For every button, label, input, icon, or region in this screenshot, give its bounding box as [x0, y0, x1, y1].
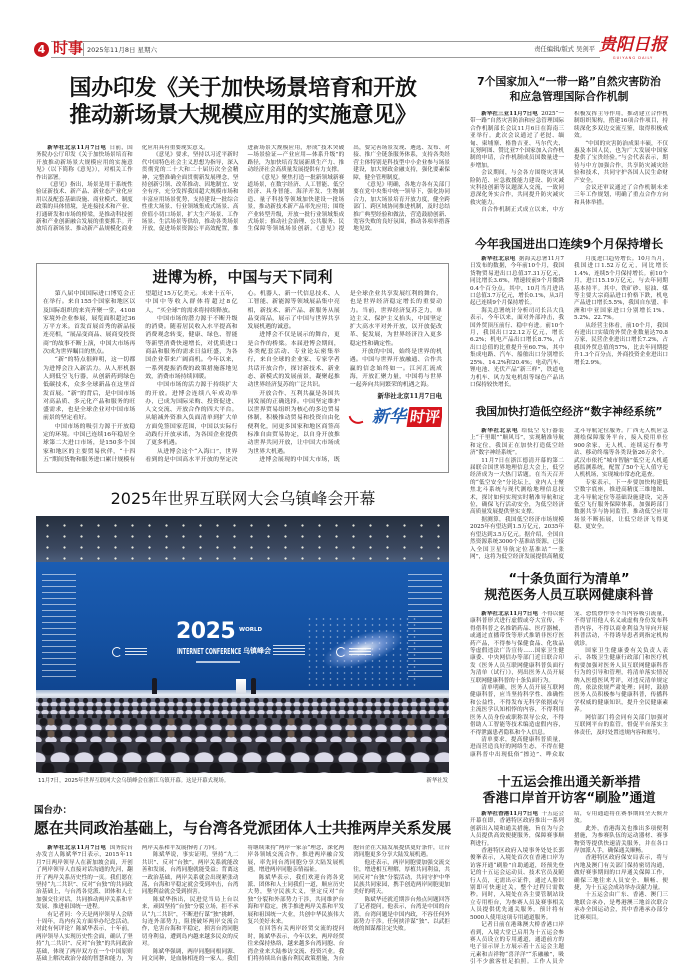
issue-date: 2025年11月8日 星期六: [87, 46, 158, 54]
masthead-logo-en: GUIYANG DAILY: [612, 56, 654, 60]
paragraph-text: 据海关总署11月7日发布的数据，今年前10个月，我国货物贸易进出口总值37.31万亿元，同比增长3.6%，增速较前9个月微降0.4个百分点。其中，10月当月进出口总值3.7万亿元，增长0.1%，从3月起已连续9个月保持增长。: [470, 256, 564, 307]
photo-speaker-figure: [152, 678, 157, 694]
photo-emblem-text-lines: [349, 648, 371, 656]
taiwan-article-headline: 愿在共同政治基础上，与台湾各党派团体人士共推两岸关系发展: [34, 819, 452, 837]
swoosh-icon: [348, 412, 363, 426]
photo-audience-back-rows: [36, 698, 449, 718]
photo-audience-front-rows: [36, 742, 449, 773]
headline-line: 今年我国进出口连续9个月保持增长: [474, 237, 664, 251]
dateline: 新华社香港11月7日电: [481, 811, 539, 817]
paragraph: [470, 428, 564, 458]
paragraph: 此外，香港海关也推出多项便利措施，为参赛队伍的运动器材、赛事物资等提供快速清关服务，并在各口岸加派人手，确保通关顺畅。: [574, 825, 668, 855]
sidebar-article-3-body: [470, 428, 668, 565]
photo-stage-figure: [251, 678, 256, 694]
paragraph: 据测算，我国低空经济市场规模2025年有望达到1.5万亿元，2035年有望达到3.5万亿元。据介绍，全国自然资源系统3000个基准站资源，已接入全国卫星导航定位基准站“一张网”，这将为低空经济发展提供高精度北斗导航定位服务。广西无人机应急测绘保障服务平台，接入使用单位900余家，无人机、连续运行参考站、移动终端等各类设备26万余个。武汉市依托“城市智脑”低空无人机遥感监测系统，配置了50个无人值守无人机机场，实现城市常态化巡查。: [470, 428, 668, 560]
taiwan-article-body: [36, 845, 450, 969]
lead-headline-line-1: 国办印发《关于加快场景培育和开放: [69, 76, 417, 101]
headline-line: 规范医务人员互联网健康科普: [484, 587, 654, 603]
header-rule-bottom: [51, 57, 600, 58]
photo-screen-year: 2025: [176, 619, 236, 644]
section-name: 时事: [53, 39, 84, 57]
sidebar-article-5-headline: [470, 775, 668, 806]
sidebar-article-4-headline: [470, 572, 668, 603]
dateline: 新华社北京电: [481, 256, 516, 262]
conference-photo: [36, 516, 449, 773]
paragraph: 自合作机制正式成立以来，中方积极发挥主导作用，推动建立合作机制组织架构，搭建16项合作项目，持续深化多双边交流互鉴，取得积极成效。: [481, 111, 668, 214]
paragraph: 海关总署统计分析司司长吕大良表示，今年以来，面对外部冲击，我国外贸顶压前行、稳中有进。前10个月，我国出口22.12万亿元，增长6.2%；机电产品出口增长8.7%，占出口总值的比重提升至60.7%，其中集成电路、汽车、船舶出口分别增长25%、14.2%和20.4%；电动汽车、锂电池、光伏产品“新三样”，铁道电力机车、风力发电机组等绿色产品出口保持较快增长。: [470, 307, 564, 388]
paragraph: 《意见》聚焦打造一批新领域新赛道场景，在数字经济、人工智能、低空经济、具身智能、海洋开发、生物制造、量子科技等领域加快建设一批场景，推动新技术新产品率先应用；围绕产业转型升级，开放一批行业领域集成式场景；推动社会治理、公共服务、民生保障等领域场景创新。《意见》提出，要完善场景发现、遴选、发布、对接、推广全链条服务体系，支持各类经营主体特别是科技型中小企业参与场景建设，加大财政金融支持，强化要素保障，健全管理制度。: [247, 145, 450, 233]
paragraph-text: 不得以健康科普形式进行虚假或夸大宣传，不得借科普之名推销药品、医疗器械，或通过直播带货等形式推销非医疗医药产品，不得参与保健食品、化妆品等虚假违法广告宣传……国家卫生健康委、中央网信办等部门近日联合印发《医务人员互联网健康科普负面行为清单（试行）》，列出医务人员开展互联网健康科普的十条负面行为。: [470, 611, 564, 684]
commentary-body: [43, 290, 442, 468]
photo-screen-side-panel-left: [42, 574, 76, 678]
paragraph: 陈斌华表示，我们欢迎台湾各党派、团体和人士同我们一道，顺应历史大势，坚守民族大义，坚定反对“台独”分裂和外部势力干涉，共同维护台海和平稳定，携手推进两岸关系和平发展和祖国统一大业，共创中华民族伟大复兴美好未来。: [247, 874, 345, 926]
paragraph: 香港特区政府入境事务处处长郭俊峯表示，入境处首次在香港口岸为访客开通“刷脸”自助通道，经预先登记的十五运会运动员、技术官员及随行人员，无需出示证件，通过人脸识别即可快速过关，整个过程只需数秒。同时，入境处在各主要管制站设立专用柜台，为参赛人员及赛事相关人员提供优先通关服务，预计将有5000人使用这项专用通道服务。: [470, 848, 564, 921]
paragraph: 清单明确，医务人员开展互联网健康科普，应当坚持科学性、准确性和公益性，不得发布无科学依据或与主流医学认知相悖的内容，不得利用医务人员身份或职称误导公众，不得借助人工智能等技术编造虚假内容，不得泄露患者隐私和个人信息。: [470, 685, 564, 736]
sidebar-article-3-headline: [470, 404, 668, 420]
dateline: 新华社北京电: [481, 428, 519, 434]
headline-line: 香港口岸首开访客“刷脸”通道: [482, 790, 656, 806]
photo-screen-subtitle-bar: [196, 661, 240, 663]
paragraph: [470, 111, 564, 170]
headline-line: “十条负面行为清单”: [508, 572, 630, 587]
sidebar-article-5-body: [470, 811, 668, 969]
paragraph-text: 日前，国务院办公厅印发《关于加快场景培育和开放推动新场景大规模应用的实施意见》（以下简称《意见》），对相关工作作出部署。: [36, 145, 133, 181]
paragraph: 十五运会由广东、香港、澳门三地联合承办，是粤港澳三地首次联合承办全国运动会，其中香港承办部分比赛项目。: [574, 892, 668, 921]
dateline: 新华社北京11月7日电: [47, 845, 107, 851]
paragraph: 陈斌华强调，两岸同胞同根同源、同文同种，是血脉相连的一家人。我们将继续秉持“两岸一家亲”理念，深化两岸各领域交流合作，推进两岸融合发展，率先同台湾同胞分享大陆发展机遇，增进两岸同胞亲情福祉。: [141, 845, 345, 963]
paragraph: 国家卫生健康委有关负责人表示，各级卫生健康行政部门和医疗机构要加强对医务人员互联网健康科普行为的引导和管理，将清单落实情况纳入医德医风考评，对违反清单规定的，依法依规严肃处理；同时，鼓励医务人员积极参与健康科普，传播科学权威的健康知识，提升全民健康素养。: [574, 648, 668, 714]
paragraph: 会议还审议通过了合作机制未来三年工作规划，明确了重点合作方向和具体举措。: [574, 185, 668, 206]
masthead-logo: 贵阳日报: [599, 35, 667, 55]
photo-screen-conference-name: INTERNET CONFERENCE: [177, 647, 242, 656]
headline-line: 十五运会推出通关新举措: [497, 775, 641, 790]
paragraph: 进博会展现的中国大市场，既是全球企业共享发展红利的舞台，也是世界经济稳定增长的重要动力。当前，世界经济复苏乏力，单边主义、保护主义抬头，中国坚定扩大高水平对外开放，以开放促改革、促发展，为世界经济注入更多稳定性和确定性。: [259, 291, 442, 463]
paragraph: “中国的灾害防治成果丰硕，不仅惠及本国人民，也为广大发展中国家提供了宝贵经验。”与会代表表示，期待与中方加强合作，共享防灾减灾经验和技术，共同守护各国人民生命财产安全。: [574, 140, 668, 184]
photo-audience-middle-rows: [36, 718, 449, 742]
paragraph: 在回答有关两岸经贸交流的提问时，陈斌华表示，今年以来，两岸经贸往来保持热络，越来越多台湾同胞、台湾企业来大陆参访交流、投资兴业。我们将持续出台惠台利民政策措施，为台胞台企在大陆发展提供更好条件，让台湾同胞更多分享大陆发展机遇。: [247, 845, 450, 963]
photo-podium: [236, 679, 246, 694]
photo-screen-summit: 乌镇峰会: [243, 647, 271, 655]
sidebar-article-4-body: [470, 611, 668, 766]
xinhua-commentary-logo: [350, 405, 442, 431]
paragraph: 陈斌华说，事实证明，坚持“九二共识”、反对“台独”，两岸关系就能改善和发展，台湾同胞就能受益；背离这一政治基础，两岸关系就会出现紧张动荡，台海和平稳定就会受到冲击，台湾同胞利益就会受到损害。: [141, 852, 239, 896]
dateline: 新华社三亚11月7日电: [481, 111, 538, 117]
paragraph: 陈斌华指出，民进党当局上台以来，顽固坚持“台独”分裂立场，拒不承认“九二共识”，不断进行谋“独”挑衅，勾连外部势力，阻挠破坏两岸交流合作，危害台海和平稳定，损害台湾同胞切身利益，遭到岛内越来越多民众的反对。: [141, 896, 239, 948]
editor-credit: 责任编辑/版式 吴剑平: [534, 46, 595, 53]
paragraph-text: 十五运会开幕在即，香港特区政府推出一系列创新出入境和通关措施，旨在为与会人员提供高效便捷服务，保障赛事顺利进行。: [470, 811, 564, 847]
sidebar-article-1-body: [470, 111, 668, 222]
paragraph-text: 2025“一带一路”自然灾害防治和应急管理国际合作机制部长会议11月6日在海南三亚举行。此次会议通过了老挝、缅甸、柬埔寨、格鲁吉亚、马尔代夫、瓦努阿图、赞比亚7个国家加入合作机制的申请，合作机制成员国数量进一步增加。: [470, 111, 564, 169]
wic-emblem-icon: [336, 647, 346, 657]
paragraph: 11月7日在浙江德清开幕的第二届联合国世界地理信息大会上，低空经济成为一大热门话题。在当天召开的“低空安全”分论坛上，业内人士聚焦北斗系统与现代测绘地理信息技术，探讨如何实现实时精准导航和定位，确保飞行活动安全，为低空经济高质量发展提供坚实支撑。: [470, 457, 564, 516]
paragraph-text: 给低空飞行器装上“千里眼”“顺风耳”，实现精准导航和定位，我国正在加快打造低空经济“数字神经系统”。: [470, 428, 564, 457]
photo-caption: 11月7日，2025年世界互联网大会乌镇峰会在浙江乌镇开幕。这是开幕式现场。: [38, 778, 230, 784]
paragraph: 香港特区政府保安局表示，将与内地及澳门有关部门保持密切沟通，做好赛事期间的口岸通关保障工作，确保三地往来人员安全、顺畅、便捷，为十五运会成功举办贡献力量。: [574, 855, 668, 892]
paragraph: 有记者问：今天是两岸领导人会晤十周年，岛内有关方面举办纪念活动。对此有何评论？陈斌华表示，十年前，两岸领导人实现历史性会面，确认了坚持“九二共识”、反对“台独”的共同政治基础，体现了两岸双方在一个中国原则基础上解决政治分歧的智慧和能力，为两岸关系和平发展指明了方向。: [36, 845, 221, 963]
paragraph: 清单要求，提高健康科普质量，进而营造良好的网络生态，不得在健康科普中出现低俗“擦边”、哗众取宠、恐慌炒作等不当内容吸引流量，不得冒用他人名义或虚构身份发布科普内容，不得以商业利益为导向开展科普活动，不得诱导患者到指定机构就诊。: [470, 611, 668, 758]
lead-headline-line-2: 推动新场景大规模应用的实施意见》: [69, 103, 417, 128]
paragraph: 开放合作、互利共赢是各国共同发展的正确选择。中国坚定维护以世界贸易组织为核心的多边贸易体制，积极推动贸易和投资自由化便利化，同更多国家和地区商签高标准自由贸易协定，以自身开放推动世界共同开放，让中国大市场成为世界大机遇。: [247, 390, 340, 455]
photo-emblem-text-lines: [125, 648, 147, 656]
paragraph: 《意见》明确，各地方各有关部门要在党中央集中统一领导下，强化协同合力，加大场景培育开放力度，健全跨部门、跨区域协同推进机制，及时总结推广典型经验和做法，营造鼓励创新、宽容失败的良好氛围，推动各项举措落地见效。: [353, 182, 450, 233]
sidebar-article-2-body: [470, 256, 668, 392]
paragraph: 陈斌华还就近期涉台热点问题回答了记者提问。他表示，台湾是中国的台湾，台湾问题是中国内政，不容任何外部势力干涉。任何挟洋谋“独”、以武拒统的图谋都注定失败。: [353, 896, 450, 933]
photo-screen-small-text: [273, 645, 305, 657]
paragraph: 月度进口趋势增长。10月当月，我国进口1.52万亿元，同比增长1.4%，连续5个月保持增长。前10个月，进口15.19万亿元，与去年同期基本持平。其中，铁矿砂、原油、煤等主要大宗商品进口价格下跌，机电产品进口增长5.5%，我国自东盟、非洲和中亚国家进口分别增长1%、5.2%、22.7%。: [574, 256, 668, 322]
headline-line: 我国加快打造低空经济“数字神经系统”: [475, 405, 663, 418]
paragraph: 记者日前在港珠澳大桥香港口岸看到，入境大堂已启用为十五运会参赛人员设立的专用通道，通道前方的电子显示屏上方展示着十五运会主题元素和吉祥物“喜洋洋”“乐融融”，吸引不少旅客驻足拍照。工作人员介绍，专用通道将在赛事期间全天候开放。: [470, 811, 668, 966]
paragraph: 中国市场的吸引力源于开放稳定的环境。中国已连续16年稳居全球第二大进口市场，是150多个国家和地区的主要贸易伙伴，“十四五”期间货物和服务进口累计规模有望超过15万亿美元。未来十五年，中国中等收入群体将超过8亿人，“买全球”的需求将持续释放。: [43, 291, 238, 463]
photo-story-headline: 2025年世界互联网大会乌镇峰会开幕: [110, 489, 376, 508]
paragraph: 《意见》指出，场景是用于系统性验证新技术、新产品、新业态产业化应用以及配套基础设施、商业模式、制度政策的具体情境，是连接技术和产业、打通研发和市场的桥梁，是推动科技创新和产业创新融合发展的重要抓手。开放培育新场景、推动新产品规模化商业化应用具有重要现实意义。: [36, 145, 209, 233]
lead-article-body: [36, 145, 450, 241]
dateline: 新华社北京11月7日电: [481, 611, 539, 617]
paragraph: [470, 611, 564, 685]
headline-line: 7个国家加入“一带一路”自然灾害防治: [477, 75, 661, 88]
logo-text-shiping: 时评: [407, 407, 442, 427]
wic-emblem-icon: [112, 647, 122, 657]
paragraph: [470, 811, 564, 848]
paragraph: 中国市场的潜力源于不断升级的消费。随着居民收入水平提高和消费观念转变，健康、绿色、智能等新型消费快速增长，对优质进口商品和服务的需求日益旺盛，为各国企业带来广阔商机。今年以来，一系列提振消费的政策措施落地见效，消费市场持续回暖。: [145, 315, 238, 380]
taiwan-article-kicker: 国台办：: [34, 805, 73, 816]
header-divider: [83, 43, 84, 56]
paragraph: [470, 256, 564, 308]
paragraph: 会议期间，与会各方围绕灾害风险防范、应急救援能力建设、防灾减灾科技创新等议题深入交流，一致同意深化务实合作，共同提升防灾减灾救灾能力。: [470, 170, 564, 206]
commentary-dateline: 新华社北京11月7日电: [377, 391, 442, 400]
commentary-box: [36, 263, 449, 473]
commentary-title: 进博为桥，中国与天下同利: [152, 268, 333, 286]
paragraph: “新”的特点很鲜明，这一切都为进博会注入新活力。从人形机器人到低空飞行器，从创新药到绿色低碳技术，众多全球新品在这里首发首展。“新”的背后，是中国市场对高品质、多元化产品和服务的旺盛需求，也是全球企业对中国市场前景的坚定看好。: [43, 357, 136, 422]
paragraph: 从进博会这个“入海口”，世界看到的是中国高水平开放的坚定决心。机器人、新一代信息技术、人工智能、新能源等领域展品集中亮相，新技术、新产品、新服务从展品变商品，展示了中国与世界共享发展机遇的诚意。: [145, 291, 340, 463]
paragraph: 从经营主体看，前10个月，我国有进出口实绩的外贸企业数量达70.8万家，民营企业进出口增长7.2%，占我国外贸总值的57%，比去年同期提升1.3个百分点，外商投资企业进出口增长2.9%。: [574, 322, 668, 366]
headline-line: 和应急管理国际合作机制: [509, 90, 629, 103]
paragraph: 进博会不仅是展示的舞台，更是合作的桥梁。本届进博会期间，各类配套活动、专业论坛密集举行，来自全球的企业家、专家学者共话开放合作，探讨新技术、新业态、新模式的发展前景，凝聚起推动世界经济复苏的广泛共识。: [247, 332, 340, 389]
paragraph: 《意见》要求，坚持以习近平新时代中国特色社会主义思想为指导，深入贯彻党的二十大和二十届历次全会精神，完整准确全面贯彻新发展理念，坚持创新引领、改革推动、因地制宜、安全有序，充分发挥我国超大规模市场和丰富应用场景优势，支持建设一批综合性重大场景、行业领域集成式场景、高价值小切口场景，扩大生产场景、工作场景、生活场景等供给，推动各类场景开放，促进场景资源公平高效配置，推进新场景大规模应用，形成“技术突破—场景验证—产业应用—体系升级”的路径，为加快培育发展新质生产力、推动经济社会高质量发展提供有力支撑。: [141, 145, 345, 233]
photo-credit: 新华社发: [426, 778, 448, 784]
photo-ceiling-lights: [36, 516, 449, 562]
paragraph: 中国市场的活力源于持续扩大的开放。进博会连续八年成功举办，已成为国际采购、投资促进、人文交流、开放合作的四大平台。从缩减外资准入负面清单到扩大单方面免签国家范围，中国以实际行动践行开放承诺，为各国企业提供了更多机遇。: [145, 382, 238, 447]
paragraph-text: 国务院台办发言人陈斌华7日表示，2015年11月7日两岸领导人在新加坡会面，开创了两岸领导人直接对话沟通的先河，翻开了两岸关系历史性的一页。我们愿在坚持“九二共识”、反对“台独”的共同政治基础上，与台湾各党派、团体和人士加强交往对话，共同推动两岸关系和平发展、推进祖国统一进程。: [36, 845, 133, 911]
photo-screen-world: WORLD: [239, 627, 263, 633]
paragraph: 网信部门将会同有关部门加强对互联网平台的监管，督促平台落实主体责任，及时处置违规内容和账号。: [574, 714, 668, 736]
sidebar-article-2-headline: [470, 236, 668, 252]
paragraph: [36, 145, 133, 182]
header-rule-top: [51, 41, 600, 42]
logo-text-xinhua: 新华: [371, 406, 406, 427]
sidebar-article-1-headline: [470, 74, 668, 104]
paragraph: 开放的中国，始终是世界的机遇。中国与世界开放融通、合作共赢的信念始终如一。江河汇流成海，开放汇聚力量，中国将与世界一起奔向共同繁荣的机遇之海。: [349, 349, 442, 389]
paragraph: 他还表示，两岸同胞要加强交流交往，增进相互理解，厚植共同利益，共同反对“台独”分裂活动，共同守护中华民族共同家园，携手创造两岸同胞更加美好的明天。: [353, 859, 450, 896]
paragraph: 第八届中国国际进口博览会正在举行。来自155个国家和地区以及国际组织的来宾齐聚一堂，4108家境外企业参展，展览面积超过36万平方米。首发首展首秀的新品接连亮相，“展品变商品、展商变投资商”的故事不断上演，中国大市场再次成为世界瞩目的焦点。: [43, 291, 136, 356]
dateline: 新华社北京11月7日电: [47, 145, 107, 151]
paragraph: 专家表示，下一步要加快构建低空数字底座，推进高精度三维地图、北斗导航定位等基础设施建设，完善低空飞行服务保障体系，加强跨部门数据共享与协同监管，推动低空应用场景不断拓展，让低空经济飞得更稳、更安全。: [574, 479, 668, 531]
page-number-badge: 4: [34, 42, 49, 57]
paragraph: [36, 845, 133, 912]
